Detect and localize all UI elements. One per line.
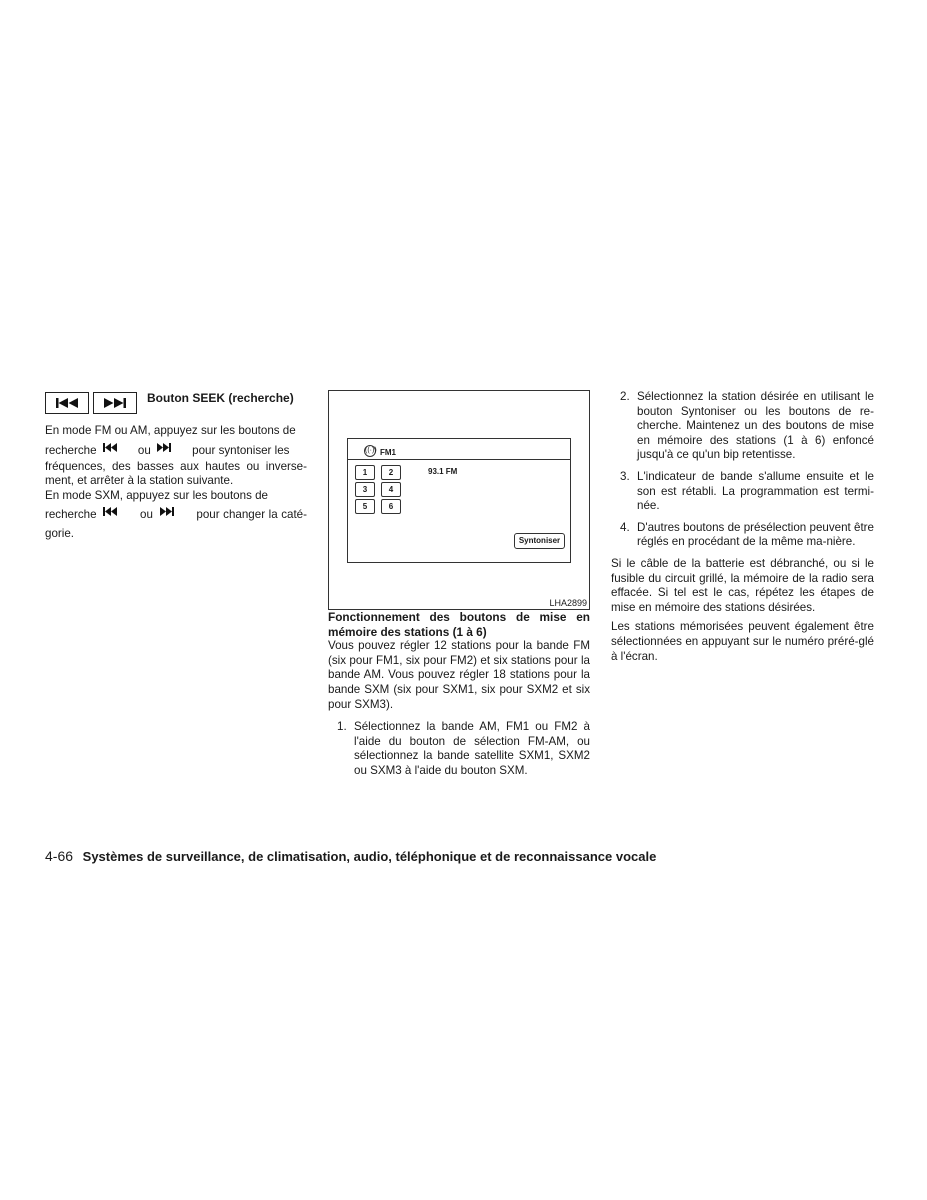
- step-text: D'autres boutons de présélection peuvent être réglés en procédant de la même ma-nière.: [637, 520, 874, 549]
- list-item: [611, 521, 874, 550]
- figure-label: LHA2899: [549, 598, 587, 608]
- column-right: [611, 390, 874, 664]
- step-text: L'indicateur de bande s'allume ensuite et le son est rétabli. La programmation est termi-née.: [637, 469, 874, 513]
- text: fréquences, des basses aux hautes ou inverse-ment, et arrêter à la station suivante.: [45, 459, 307, 488]
- list-item: [611, 390, 874, 463]
- page-footer: [45, 848, 885, 864]
- preset-button-5: 5: [355, 499, 375, 514]
- list-item: [611, 470, 874, 514]
- steps-list: [328, 720, 590, 778]
- column-middle: [328, 390, 590, 786]
- column-left: [45, 390, 307, 543]
- text: pour syntoniser les: [192, 443, 290, 457]
- preset-button-6: 6: [381, 499, 401, 514]
- seek-para-fm-am: [45, 424, 307, 489]
- frequency-display: 93.1 FM: [428, 467, 458, 476]
- section-subheading: Fonctionnement des boutons de mise en mémoire des stations (1 à 6): [328, 610, 590, 639]
- preset-button-4: 4: [381, 482, 401, 497]
- preset-button-3: 3: [355, 482, 375, 497]
- seek-forward-icon: [157, 439, 173, 458]
- step-number: 1.: [337, 720, 347, 734]
- radio-wave-icon: ((·)): [364, 445, 376, 457]
- chapter-title: Systèmes de surveillance, de climatisation, audio, téléphonique et de reconnaissance vocale: [82, 849, 657, 864]
- list-item: [328, 720, 590, 778]
- battery-paragraph: Si le câble de la batterie est débranché, ou si le fusible du circuit grillé, la mémoire de la radio sera effacée. Si tel est le cas, répétez les étapes de mise en mémoire des stations désirées.: [611, 556, 874, 614]
- seek-forward-icon: [160, 503, 176, 522]
- text: recherche: [45, 508, 97, 522]
- seek-back-icon: [45, 392, 89, 414]
- band-row: [348, 445, 570, 460]
- step-number: 2.: [620, 390, 630, 403]
- seek-header: [45, 390, 307, 416]
- tune-button: Syntoniser: [514, 533, 565, 549]
- preset-button-2: 2: [381, 465, 401, 480]
- radio-screen: [347, 438, 571, 563]
- seek-section-title: Bouton SEEK (recherche): [147, 390, 294, 405]
- text: ou: [137, 443, 151, 457]
- page-number: 4-66: [45, 848, 74, 864]
- seek-para-sxm: [45, 489, 307, 544]
- step-number: 4.: [620, 520, 630, 534]
- seek-back-icon: [103, 439, 119, 458]
- radio-screen-figure: [328, 390, 590, 610]
- seek-back-icon: [103, 503, 119, 522]
- presets-select-paragraph: Les stations mémorisées peuvent également être sélectionnées en appuyant sur le numéro préré-glé à l'écran.: [611, 620, 874, 663]
- band-label: FM1: [380, 448, 396, 457]
- text: En mode FM ou AM, appuyez sur les boutons de: [45, 424, 296, 437]
- text: ou: [140, 508, 153, 522]
- text: En mode SXM, appuyez sur les boutons de: [45, 488, 268, 502]
- text: pour changer la caté-gorie.: [45, 508, 307, 541]
- text: recherche: [45, 443, 97, 457]
- preset-button-1: 1: [355, 465, 375, 480]
- preset-intro-paragraph: Vous pouvez régler 12 stations pour la bande FM (six pour FM1, six pour FM2) et six stations pour la bande AM. Vous pouvez régler 18 stations pour la bande SXM (six pour SXM1, six pour SXM2 et six pour SXM3).: [328, 639, 590, 711]
- step-text: Sélectionnez la bande AM, FM1 ou FM2 à l'aide du bouton de sélection FM-AM, ou sélectionnez la bande satellite SXM1, SXM2 ou SXM3 à l'aide du bouton SXM.: [354, 720, 590, 777]
- step-number: 3.: [620, 469, 630, 483]
- steps-list: [611, 390, 874, 550]
- step-text: Sélectionnez la station désirée en utilisant le bouton Syntoniser ou les boutons de re-cherche. Maintenez un des boutons de mise en mémoire des stations (1 à 6) enfoncé jusqu'à ce qu'un bip retentisse.: [637, 390, 874, 462]
- seek-forward-icon: [93, 392, 137, 414]
